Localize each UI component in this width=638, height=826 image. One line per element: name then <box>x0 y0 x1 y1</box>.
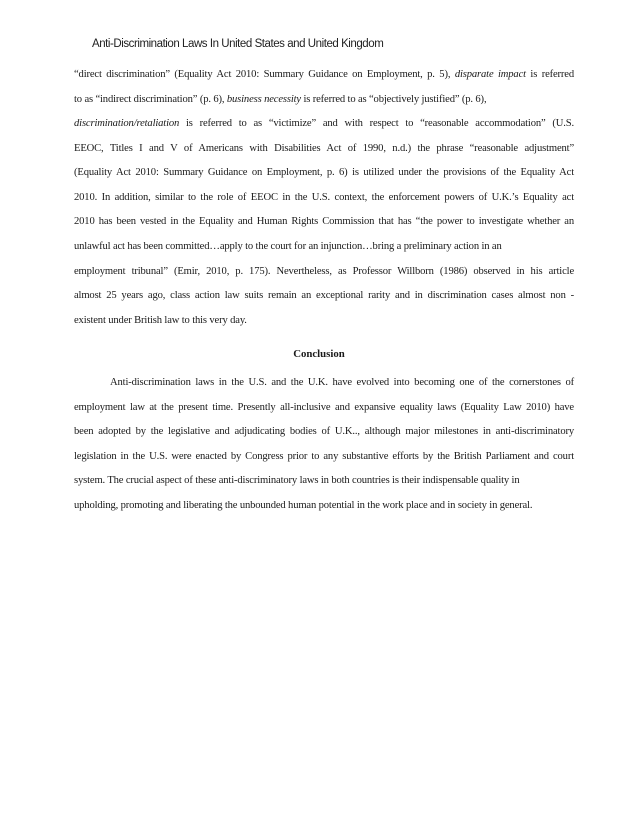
term-disparate-impact: disparate impact <box>454 69 526 80</box>
term-discrimination-retaliation: discrimination/retaliation <box>74 118 180 129</box>
text-line: existent under British law to this very day. <box>74 315 247 326</box>
section-heading-conclusion: Conclusion <box>293 348 345 360</box>
text-line: EEOC, Titles I and V of Americans with Disabilities Act of 1990, n.d.) the phrase “reasonable adjustment” <box>74 143 574 154</box>
text-line: upholding, promoting and liberating the unbounded human potential in the work place and in society in general. <box>74 500 533 511</box>
text-line: “direct discrimination” (Equality Act 2010: Summary Guidance on Employment, p. 5), disparate impact is referred <box>74 69 575 80</box>
text-line: 2010. In addition, similar to the role of EEOC in the U.S. context, the enforcement powers of U.K.’s Equality act <box>74 192 574 203</box>
text-line: been adopted by the legislative and adjudicating bodies of U.K.., although major milestones in anti-discriminatory <box>74 426 574 437</box>
text-line: discrimination/retaliation is referred to as “victimize” and with respect to “reasonable accommodation” (U.S. <box>74 118 574 129</box>
text-line: almost 25 years ago, class action law suits remain an exceptional rarity and in discrimination cases almost non - <box>74 290 574 301</box>
text-line: 2010 has been vested in the Equality and Human Rights Commission that has “the power to investigate whether an <box>74 216 574 227</box>
text-line: employment law at the present time. Presently all-inclusive and expansive equality laws (Equality Law 2010) have <box>74 402 574 413</box>
paragraph-conclusion <box>74 376 574 516</box>
text-line: to as “indirect discrimination” (p. 6), business necessity is referred to as “objectively justified” (p. 6), <box>74 94 487 105</box>
text-line: (Equality Act 2010: Summary Guidance on Employment, p. 6) is utilized under the provisions of the Equality Act <box>74 167 574 178</box>
text-line: employment tribunal” (Emir, 2010, p. 175). Nevertheless, as Professor Willborn (1986) observed in his article <box>74 266 574 277</box>
text-line: unlawful act has been committed…apply to the court for an injunction…bring a preliminary action in an <box>74 241 502 252</box>
term-business-necessity: business necessity <box>226 94 301 105</box>
text-line: Anti-discrimination laws in the U.S. and the U.K. have evolved into becoming one of the cornerstones of <box>110 377 574 388</box>
text-line: legislation in the U.S. were enacted by Congress prior to any substantive efforts by the British Parliament and court <box>74 451 574 462</box>
text-line: system. The crucial aspect of these anti-discriminatory laws in both countries is their indispensable quality in <box>74 475 520 486</box>
paragraph-1 <box>74 68 574 338</box>
running-header: Anti-Discrimination Laws In United States and United Kingdom <box>92 38 384 50</box>
